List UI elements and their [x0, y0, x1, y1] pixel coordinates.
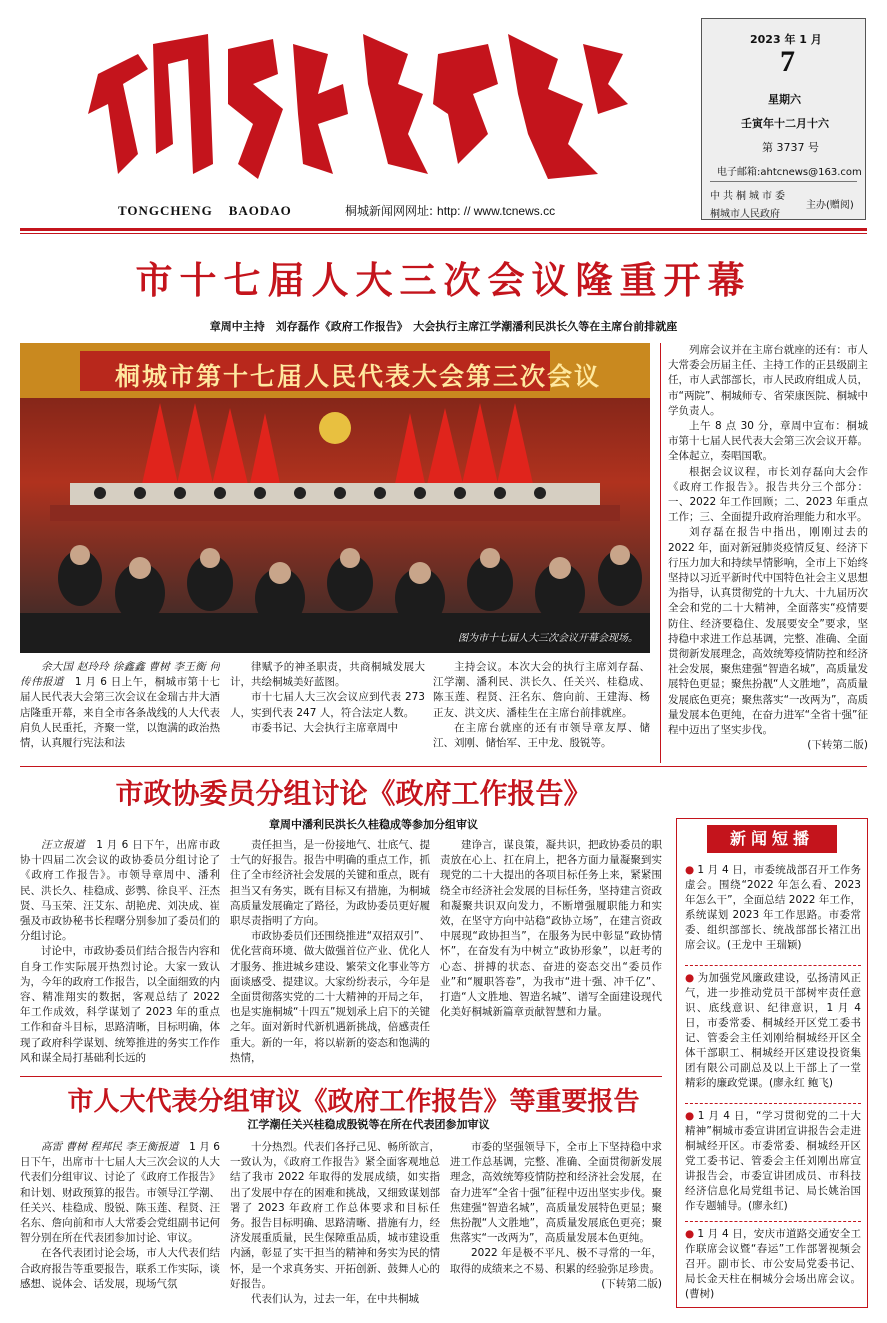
- article1-headline[interactable]: 市十七届人大三次会议隆重开幕: [135, 258, 752, 302]
- article2-col1-p1: 1 月 6 日下午，出席市政协十四届二次会议的政协委员分组讨论了《政府工作报告》。市领导章周中、潘利民、洪长久、桂稳成、彭鹗、徐良平、汪杰贤、马玉荣、汪艾东、胡艳虎、刘决成、崔强及市政协秘书长程曙分别参加了委员们的分组讨论。: [20, 839, 220, 943]
- bullet-icon: ●: [685, 1110, 695, 1122]
- article2-headline[interactable]: 市政协委员分组讨论《政府工作报告》: [115, 777, 592, 810]
- article2-col1-p2: 讨论中，市政协委员们结合报告内容和自身工作实际展开热烈讨论。大家一致认为，今年的政府工作报告，以全面细致的内容、精准翔实的数据，客观总结了 2022 年工作成效，科学谋划了 2023 年的重点工作和奋斗目标，思路清晰，目标明确，体现了政府科学谋划、统筹推进的务实工作作风和谋全局打基础利长远的: [20, 945, 220, 1064]
- issue-number: 第 3737 号: [762, 141, 819, 154]
- issue-divider: [710, 181, 857, 182]
- article2-col1: [20, 838, 220, 1073]
- issue-year-month: 2023 年 1 月: [750, 33, 822, 46]
- brief-item-4[interactable]: [685, 1227, 861, 1305]
- article1-col2-p3: 市委书记、大会执行主席章周中: [251, 721, 398, 734]
- issue-email: 电子邮箱:ahtcnews@163.com: [717, 167, 862, 178]
- article3-col2-p2: 代表们认为，过去一年，在中共桐城: [251, 1293, 419, 1306]
- issue-sponsor: 主办(赠阅): [806, 200, 854, 211]
- brief-3-author: (廖永红): [748, 1200, 788, 1212]
- brief-3-text: 1 月 4 日，“学习贯彻党的二十大精神”桐城市委宣讲团宣讲报告会走进桐城经开区。市委常委、桐城经开区党工委书记、管委会主任刘刚出席宣讲报告会，市委宣讲团成员、市科技经济信息化局党组书记、局长姚治国作专题辅导。: [685, 1110, 861, 1212]
- brief-divider: [685, 1221, 861, 1222]
- article1-col1: [20, 660, 220, 762]
- masthead-logo: [78, 14, 638, 194]
- brief-1-author: (王龙中 王瑞颖): [727, 939, 802, 951]
- article1-right-p1: 列席会议并在主席台就座的还有：市人大常委会历届主任、主持工作的正县级副主任，市人武部部长，市人民政府组成人员，市“两院”、桐城师专、省荣康医院、桐城中学负责人。: [668, 344, 868, 417]
- issue-org-2: 桐城市人民政府: [710, 209, 780, 220]
- article3-col3: [450, 1140, 662, 1310]
- website-line: [345, 202, 555, 219]
- article1-right-p3: 根据会议议程，市长刘存磊向大会作《政府工作报告》。报告共分三个部分：一、2022 年工作回顾；二、2023 年重点工作；三、全面提升政府治理能力和水平。: [668, 465, 868, 524]
- brief-divider: [685, 1103, 861, 1104]
- issue-day: 7: [780, 45, 795, 78]
- article2-col2: [230, 838, 430, 1073]
- article1-byline: 余大国 赵玲玲 徐鑫鑫 曹树 李王衡 何传伟报道: [20, 661, 220, 689]
- website-url[interactable]: http: // www.tcnews.cc: [437, 204, 556, 218]
- brief-item-2[interactable]: [685, 971, 861, 1099]
- article2-bottom-rule: [20, 1076, 662, 1077]
- news-briefs-box: [676, 818, 868, 1308]
- article1-right-column: [668, 343, 868, 763]
- article2-col2-p1: 责任担当，是一份接地气、壮底气、提士气的好报告。报告中明确的重点工作，抓住了全市经济社会发展的关键和重点，既有担当又有务实，既有目标又有措施，为桐城高质量发展确定了路径，为政协委员更好履职尽责指明了方向。: [230, 839, 430, 928]
- bullet-icon: ●: [685, 1228, 695, 1240]
- photo-caption: 图为市十七届人大三次会议开幕会现场。: [458, 633, 638, 644]
- masthead-english-name: [118, 203, 308, 219]
- article1-col2-p1: 律赋予的神圣职责，共商桐城发展大计，共绘桐城美好蓝图。: [230, 661, 425, 689]
- issue-org-1: 中共桐城市委: [710, 191, 788, 202]
- article1-col2-p2: 市十七届人大三次会议应到代表 273 人，实到代表 247 人，符合法定人数。: [230, 691, 425, 719]
- brief-item-1[interactable]: [685, 863, 861, 961]
- article1-bottom-rule: [20, 766, 867, 767]
- article3-headline[interactable]: 市人大代表分组审议《政府工作报告》等重要报告: [67, 1087, 640, 1117]
- article1-col3: [433, 660, 650, 762]
- article3-subtitle: 江学潮任关兴桂稳成殷锐等在所在代表团参加审议: [247, 1118, 490, 1131]
- brief-4-author: (曹树): [685, 1288, 715, 1300]
- photo-banner-text: 桐城市第十七届人民代表大会第三次会议: [115, 362, 602, 391]
- article1-subtitle: 章周中主持 刘存磊作《政府工作报告》 大会执行主席江学潮潘利民洪长久等在主席台前排就座: [209, 320, 678, 333]
- brief-item-3[interactable]: [685, 1109, 861, 1217]
- article1-continued[interactable]: (下转第二版): [807, 739, 868, 752]
- article3-col3-p2: 2022 年是极不平凡、极不寻常的一年，取得的成绩来之不易、积累的经验弥足珍贵。: [450, 1247, 662, 1275]
- brief-4-text: 1 月 4 日，安庆市道路交通安全工作联席会议暨“春运”工作部署视频会召开。副市长、市公安局党委书记、局长金天柱在桐城分会场出席会议。: [685, 1228, 861, 1285]
- article3-col1: [20, 1140, 220, 1310]
- issue-weekday: 星期六: [768, 93, 801, 106]
- brief-2-author: (廖永红 鲍飞): [769, 1077, 834, 1089]
- en-name-part-2: BAODAO: [228, 203, 292, 218]
- article1-column-divider: [660, 343, 661, 763]
- article1-col3-p2: 在主席台就座的还有市领导章友厚、储江、刘刚、储怡军、王中龙、殷锐等。: [433, 721, 650, 750]
- article3-col2-p1: 十分热烈。代表们各抒己见、畅所欲言，一致认为，《政府工作报告》紧全面客观地总结了我市 2022 年取得的发展成绩，如实指出了发展中存在的困难和挑战，又细致谋划部署了 2023 年政府工作总体要求和目标任务。报告目标明确、思路清晰、措施有力，经济发展重质量，民生保障重品质，城市建设重内涵，彰显了实干担当的精神和务实为民的情怀，是一个求真务实、开拓创新、鼓舞人心的好报告。: [230, 1141, 440, 1290]
- masthead-rule: [20, 228, 867, 231]
- article2-col3-p1: 建诤言，谋良策，凝共识，把政协委员的职责放在心上、扛在肩上，把各方面力量凝聚到实现党的二十大提出的各项目标任务上来，紧紧围绕全市经济社会发展的目标任务，坚持建言资政和凝聚共识双向发力，不断增强履职能力和实效，在坚守方向中站稳“政协立场”，在建言资政中展现“政协担当”，在服务为民中彰显“政协情怀”，在奋发有为中树立“政协形象”，以赶考的心态、拼搏的状态、奋进的姿态交出“委员作业”和“履职答卷”，为我市“进十强、冲千亿”、打造“人文胜地、智造名城”、谱写全面建设现代化美好桐城新篇章贡献智慧和力量。: [440, 839, 662, 1019]
- brief-divider: [685, 965, 861, 966]
- article3-col3-p1: 市委的坚强领导下，全市上下坚持稳中求进工作总基调，完整、准确、全面贯彻新发展理念，高效统筹疫情防控和经济社会发展，在奋力进军“全省十强”征程中迈出坚实步伐。聚焦建强“智造名城”，高质量发展特色更显；聚焦扮靓“人文胜地”，高质量发展底色更亮；聚焦落实“一改两为”，高质量发展本色更纯。: [450, 1141, 662, 1245]
- article1-right-p4: 刘存磊在报告中指出，刚刚过去的 2022 年，面对新冠肺炎疫情反复、经济下行压力加大和持续旱情影响，全市上下始终坚持以习近平新时代中国特色社会主义思想为指导，认真贯彻党的十九大、十九届历次全会和党的二十大精神，全面落实“疫情要防住、经济要稳住、发展要安全”要求，坚持稳中求进工作总基调，完整、准确、全面贯彻新发展理念，高效统筹疫情防控和经济社会发展，聚焦建强“智造名城”，高质量发展特色更显；聚焦扮靓“人文胜地”，高质量发展底色更亮；聚焦落实“一改两为”，高质量发展本色更纯，在奋力进军“全省十强”征程中迈出了坚实步伐。: [668, 526, 868, 737]
- article2-byline: 汪立报道: [41, 839, 86, 851]
- article1-photo: [20, 343, 650, 653]
- article1-col3-p1: 主持会议。本次大会的执行主席刘存磊、江学潮、潘利民、洪长久、任关兴、桂稳成、陈玉莲、程贤、汪名东、詹向前、王建海、杨正友、洪文庆、潘桂生在主席台前排就座。: [433, 661, 650, 719]
- brief-2-text: 为加强党风廉政建设，弘扬清风正气，进一步推动党员干部树牢责任意识、底线意识、纪律意识，1 月 4 日，市委常委、桐城经开区党工委书记、管委会主任刘刚给桐城经开区全体干部职工、桐城经开区建设投资集团有限公司副总及以上干部上了一堂精彩的廉政党课。: [685, 972, 861, 1089]
- article2-col3: [440, 838, 662, 1073]
- bullet-icon: ●: [685, 972, 695, 984]
- article1-right-p2: 上午 8 点 30 分，章周中宣布：桐城市第十七届人民代表大会第三次会议开幕。全体起立，奏唱国歌。: [668, 420, 868, 463]
- issue-info-box: [701, 18, 866, 220]
- article3-col1-p2: 在各代表团讨论会场，市人大代表们结合政府报告等重要报告，联系工作实际，谈感想、说体会、话发展，现场气氛: [20, 1247, 220, 1290]
- article1-col2: [230, 660, 425, 762]
- article3-byline: 高雷 曹树 程邦民 李王衡报道: [41, 1141, 179, 1153]
- website-label: 桐城新闻网网址:: [345, 204, 434, 218]
- bullet-icon: ●: [685, 864, 695, 876]
- masthead-rule-thin: [20, 233, 867, 234]
- en-name-part-1: TONGCHENG: [118, 203, 213, 218]
- article3-col2: [230, 1140, 440, 1310]
- article3-col1-p1: 1 月 6 日下午，出席市十七届人大三次会议的人大代表们分组审议、讨论了《政府工作报告》和计划、财政预算的报告。市领导江学潮、任关兴、桂稳成、殷锐、陈玉莲、程贤、汪名东、詹向前和市人大常委会党组副书记何智分别在所在代表团参加讨论、审议。: [20, 1141, 220, 1245]
- news-briefs-title: 新闻短播: [707, 825, 837, 853]
- article3-continued[interactable]: (下转第二版): [601, 1277, 662, 1290]
- article2-col2-p2: 市政协委员们还围绕推进“双招双引”、优化营商环境、做大做强首位产业、优化人才服务、推进城乡建设、繁荣文化事业等方面谈感受、提建议。大家纷纷表示，今年是全面贯彻落实党的二十大精神的开局之年，也是实施桐城“十四五”规划承上启下的关键之年。面对新时代新机遇新挑战，倍感责任重大。新的一年，将以崭新的姿态和饱满的热情，: [230, 930, 430, 1064]
- article2-subtitle: 章周中潘利民洪长久桂稳成等参加分组审议: [269, 818, 478, 831]
- article1-col1-text: 1 月 6 日上午，桐城市第十七届人民代表大会第三次会议在金瑞古井大酒店隆重开幕，来自全市各条战线的人大代表肩负人民重托，齐聚一堂，以饱满的政治热情，认真履行宪法和法: [20, 676, 220, 750]
- issue-lunar-date: 壬寅年十二月十六: [741, 117, 829, 130]
- brief-1-text: 1 月 4 日，市委统战部召开工作务虚会。围绕“2022 年怎么看、2023 年怎么干”，全面总结 2022 年工作，系统谋划 2023 年工作思路。市委常委、组织部部长、统战部部长褚江出席会议。: [685, 864, 861, 951]
